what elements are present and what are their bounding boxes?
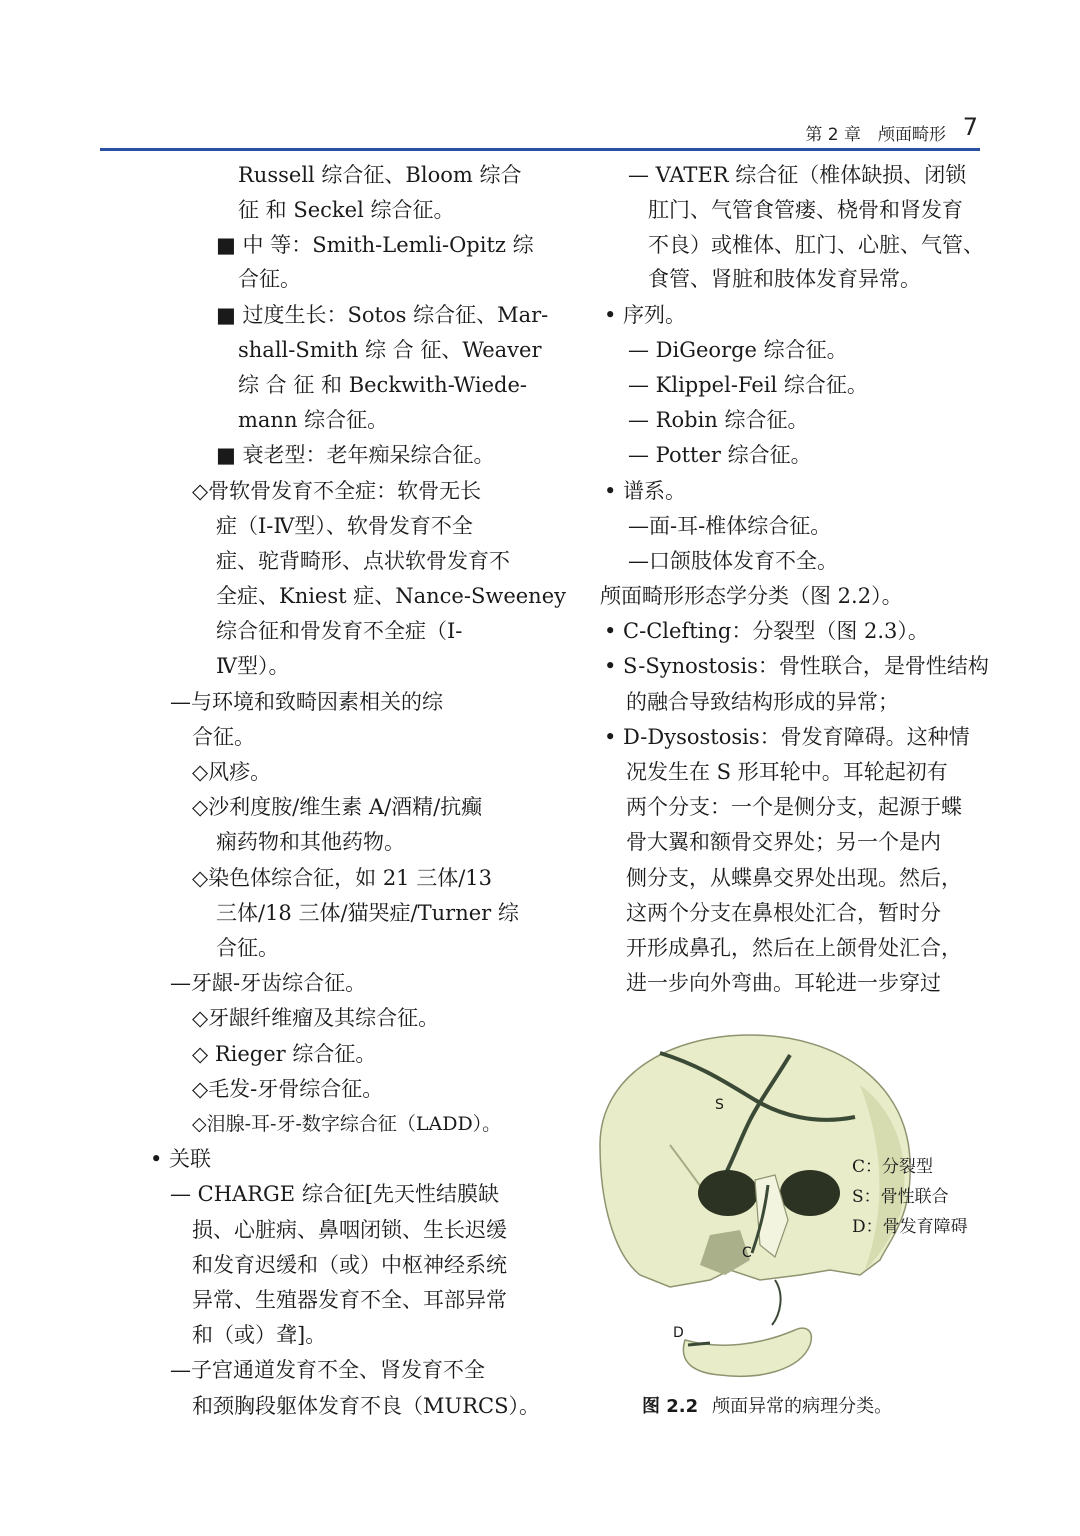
text-line: • C-Clefting：分裂型（图 2.3）。 xyxy=(604,619,929,643)
text-line: ◇风疹。 xyxy=(192,760,272,784)
text-line: 合征。 xyxy=(192,725,255,749)
text-line: 侧分支，从蝶鼻交界处出现。然后， xyxy=(626,866,962,890)
text-line: 和发育迟缓和（或）中枢神经系统 xyxy=(192,1253,507,1277)
text-line: 痫药物和其他药物。 xyxy=(216,830,405,854)
text-line: 颅面畸形形态学分类（图 2.2）。 xyxy=(600,584,903,608)
text-line: ◇毛发-牙骨综合征。 xyxy=(192,1077,384,1101)
text-line: 综 合 征 和 Beckwith-Wiede- xyxy=(238,373,527,397)
text-line: 的融合导致结构形成的异常； xyxy=(626,690,899,714)
caption-text: 颅面异常的病理分类。 xyxy=(712,1396,893,1417)
mandible xyxy=(683,1328,811,1376)
text-line: 进一步向外弯曲。耳轮进一步穿过 xyxy=(626,971,941,995)
text-line: 异常、生殖器发育不全、耳部异常 xyxy=(192,1288,507,1312)
text-line: 合征。 xyxy=(216,936,279,960)
page-header xyxy=(100,112,980,151)
text-line: ■ 中 等：Smith-Lemli-Opitz 综 xyxy=(216,233,534,257)
marker-d: D xyxy=(673,1325,684,1341)
text-line: • S-Synostosis：骨性联合，是骨性结构 xyxy=(604,654,989,678)
text-line: —面-耳-椎体综合征。 xyxy=(628,514,832,538)
text-line: —牙龈-牙齿综合征。 xyxy=(170,971,367,995)
text-line: 不良）或椎体、肛门、心脏、气管、 xyxy=(648,233,984,257)
text-line: —口颌肢体发育不全。 xyxy=(628,549,838,573)
text-line: — VATER 综合征（椎体缺损、闭锁 xyxy=(628,163,967,187)
text-line: 开形成鼻孔，然后在上颌骨处汇合， xyxy=(626,936,962,960)
text-line: ◇ Rieger 综合征。 xyxy=(192,1042,377,1066)
text-line: • 谱系。 xyxy=(604,479,687,503)
text-line: — Klippel-Feil 综合征。 xyxy=(628,373,868,397)
text-line: 全症、Kniest 症、Nance-Sweeney xyxy=(216,584,566,608)
text-line: ◇牙龈纤维瘤及其综合征。 xyxy=(192,1006,440,1030)
text-line: 和（或）聋]。 xyxy=(192,1323,327,1347)
marker-s: S xyxy=(715,1097,724,1113)
text-line: 和颈胸段躯体发育不良（MURCS）。 xyxy=(192,1394,540,1418)
text-line: Ⅳ型）。 xyxy=(216,654,290,678)
legend-item: S：骨性联合 xyxy=(852,1187,949,1207)
left-eye-socket xyxy=(698,1170,758,1216)
text-line: — DiGeorge 综合征。 xyxy=(628,338,848,362)
legend-item: D：骨发育障碍 xyxy=(852,1217,968,1237)
text-line: • 序列。 xyxy=(604,303,687,327)
figure-legend xyxy=(852,1152,968,1242)
text-line: 肛门、气管食管瘘、桡骨和肾发育 xyxy=(648,198,963,222)
text-line: ◇染色体综合征，如 21 三体/13 xyxy=(192,866,493,890)
cleft-lip xyxy=(772,1280,781,1325)
text-line: — Robin 综合征。 xyxy=(628,408,809,432)
text-line: shall-Smith 综 合 征、Weaver xyxy=(238,338,542,362)
text-line: —与环境和致畸因素相关的综 xyxy=(170,690,443,714)
text-line: 征 和 Seckel 综合征。 xyxy=(238,198,455,222)
text-line: ◇沙利度胺/维生素 A/酒精/抗癫 xyxy=(192,795,483,819)
text-line: ■ 过度生长：Sotos 综合征、Mar- xyxy=(216,303,549,327)
chapter-title: 第 2 章 颅面畸形 xyxy=(805,125,946,145)
text-line: 三体/18 三体/猫哭症/Turner 综 xyxy=(216,901,519,925)
figure-caption xyxy=(642,1392,892,1418)
text-line: 损、心脏病、鼻咽闭锁、生长迟缓 xyxy=(192,1218,507,1242)
right-eye-socket xyxy=(780,1170,840,1216)
text-line: 况发生在 S 形耳轮中。耳轮起初有 xyxy=(626,760,948,784)
text-line: 合征。 xyxy=(238,267,301,291)
text-line: —子宫通道发育不全、肾发育不全 xyxy=(170,1358,485,1382)
text-line: 症（Ⅰ-Ⅳ型）、软骨发育不全 xyxy=(216,514,473,538)
text-line: 骨大翼和额骨交界处；另一个是内 xyxy=(626,830,941,854)
caption-label: 图 2.2 xyxy=(642,1396,699,1417)
text-line: ◇骨软骨发育不全症：软骨无长 xyxy=(192,479,482,503)
mandible-crack xyxy=(688,1343,710,1345)
text-line: ◇泪腺-耳-牙-数字综合征（LADD）。 xyxy=(192,1113,502,1135)
text-line: — Potter 综合征。 xyxy=(628,443,812,467)
text-line: mann 综合征。 xyxy=(238,408,389,432)
marker-c: C xyxy=(742,1245,752,1261)
text-line: Russell 综合征、Bloom 综合 xyxy=(238,163,522,187)
text-line: 这两个分支在鼻根处汇合，暂时分 xyxy=(626,901,941,925)
text-line: • D-Dysostosis：骨发育障碍。这种情 xyxy=(604,725,970,749)
text-line: 综合征和骨发育不全症（Ⅰ- xyxy=(216,619,463,643)
text-line: 症、驼背畸形、点状软骨发育不 xyxy=(216,549,510,573)
text-line: 两个分支：一个是侧分支，起源于蝶 xyxy=(626,795,962,819)
text-line: 食管、肾脏和肢体发育异常。 xyxy=(648,267,921,291)
legend-item: C：分裂型 xyxy=(852,1157,934,1177)
text-line: ■ 衰老型：老年痴呆综合征。 xyxy=(216,443,495,467)
text-line: • 关联 xyxy=(150,1147,212,1171)
page-number: 7 xyxy=(962,113,978,141)
text-line: — CHARGE 综合征[先天性结膜缺 xyxy=(170,1182,500,1206)
